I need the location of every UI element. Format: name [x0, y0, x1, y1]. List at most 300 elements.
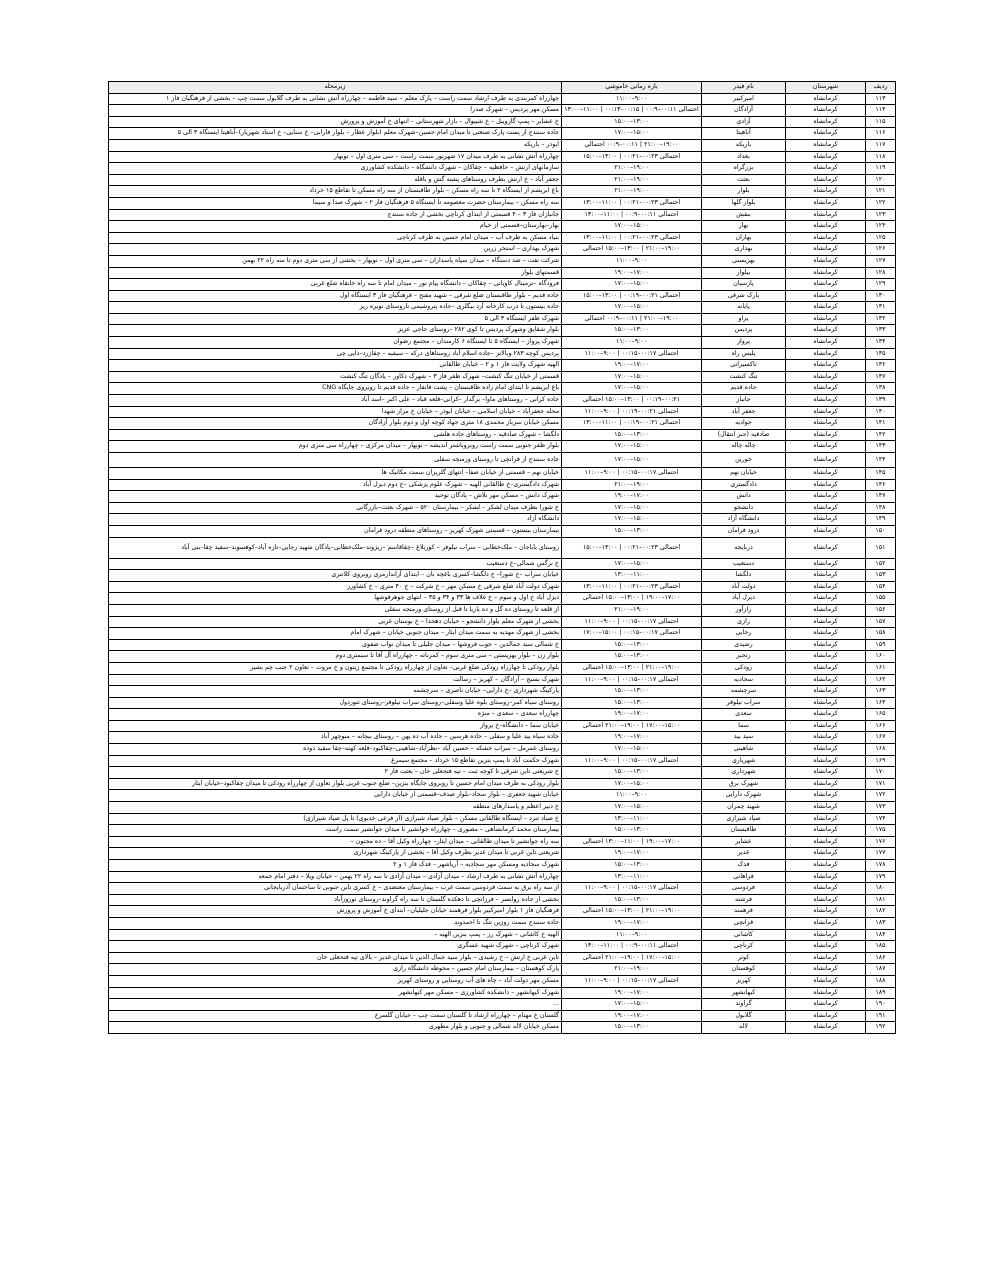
time-cell: ۱۱:۰۰–۱۳:۰۰: [562, 871, 702, 883]
city-cell: کرمانشاه: [786, 558, 866, 570]
area-cell: روستای باباجان – ملک‌خطابی – سراب نیلوفر – کوربلاغ –چقاقاسم –ریژوند–ملک‌خطابی–پادگان شهید رجایی–تازه آباد–کوهسوند–سفید چقا–بنی آباد: [109, 537, 562, 558]
city-cell: کرمانشاه: [786, 232, 866, 244]
area-cell: مسکن مهر پردیس – شهرک صدرا: [109, 105, 562, 117]
city-cell: کرمانشاه: [786, 825, 866, 837]
header-city: شهرستان: [786, 82, 866, 94]
time-cell: ۱۷:۰۰–۱۹:۰۰: [562, 360, 702, 372]
table-row: [109, 371, 896, 383]
time-cell: ۱۳:۰۰–۱۵:۰۰: [562, 825, 702, 837]
row-number-cell: ۱۸۶: [866, 952, 896, 964]
feeder-cell: آزادی: [702, 116, 786, 128]
time-cell: ۱۷:۰۰–۱۹:۰۰ | ۱۳:۰۰–۱۵:۰۰ احتمالی: [562, 593, 702, 605]
feeder-cell: کاشانی: [702, 929, 786, 941]
time-cell: احتمالی ۰۰:۲۳–۰۰:۲۱ | ۱۱:۰۰–۱۳:۰۰: [562, 232, 702, 244]
table-row: [109, 197, 896, 209]
header-area: زیرمحله: [109, 82, 562, 94]
table-row: [109, 860, 896, 872]
time-cell: احتمالی ۰۰:۲۱–۰۰:۱۹ | ۱۱:۰۰–۱۳:۰۰: [562, 418, 702, 430]
row-number-cell: ۱۴۶: [866, 479, 896, 491]
time-cell: احتمالی ۰۰:۲۱–۰۰:۱۹ | ۱۳:۰۰–۱۵:۰۰: [562, 290, 702, 302]
city-cell: کرمانشاه: [786, 325, 866, 337]
area-cell: شهرک پرواز – ایستگاه ۵ تا ایستگاه ۶ کارمندان – مجتمع رضوان: [109, 337, 562, 349]
feeder-cell: کوهستان: [702, 964, 786, 976]
area-cell: خ شمالی سید جمالدین – جوب فروشها – میدان جلیلی تا میدان نواب صفوی: [109, 639, 562, 651]
city-cell: کرمانشاه: [786, 348, 866, 360]
feeder-cell: جاده قدیم: [702, 383, 786, 395]
row-number-cell: ۱۷۱: [866, 778, 896, 790]
city-cell: کرمانشاه: [786, 697, 866, 709]
row-number-cell: ۱۴۹: [866, 514, 896, 526]
area-cell: بلوار ظفر جنوبی سمت راست روبروباشتر اندیشه – نوبهار – میدان مرکزی – چهارراه سی متری دوم: [109, 441, 562, 453]
row-number-cell: ۱۸۲: [866, 906, 896, 918]
row-number-cell: ۱۳۸: [866, 383, 896, 395]
feeder-cell: سجادیه: [702, 674, 786, 686]
row-number-cell: ۱۵۰: [866, 525, 896, 537]
table-row: [109, 709, 896, 721]
city-cell: کرمانشاه: [786, 593, 866, 605]
city-cell: کرمانشاه: [786, 1010, 866, 1022]
city-cell: کرمانشاه: [786, 651, 866, 663]
row-number-cell: ۱۷۸: [866, 860, 896, 872]
table-row: [109, 174, 896, 186]
area-cell: ...: [109, 999, 562, 1011]
area-cell: شرکت نفت – صد دستگاه – میدان سپاه پاسداران – سی متری اول – نوبهار – بخشی از سی متری دوم تا سه راه ۲۲ بهمن: [109, 255, 562, 267]
city-cell: کرمانشاه: [786, 429, 866, 441]
feeder-cell: پرواز: [702, 337, 786, 349]
feeder-cell: چاله چاله: [702, 441, 786, 453]
area-cell: بنیاد مسکن به طرف آب – میدان امام حسین به طرف کرناچی: [109, 232, 562, 244]
row-number-cell: ۱۸۹: [866, 987, 896, 999]
feeder-cell: بغداد: [702, 151, 786, 163]
city-cell: کرمانشاه: [786, 628, 866, 640]
feeder-cell: جعفر آباد: [702, 406, 786, 418]
feeder-cell: پارک شرقی: [702, 290, 786, 302]
table-row: [109, 802, 896, 814]
city-cell: کرمانشاه: [786, 383, 866, 395]
time-cell: ۱۵:۰۰–۱۷:۰۰: [562, 128, 702, 140]
time-cell: احتمالی ۰۰:۱۷–۰۰:۱۵ | ۱۵:۰۰–۱۷:۰۰: [562, 628, 702, 640]
area-cell: ابوذر – باریکه: [109, 139, 562, 151]
feeder-cell: فدک: [702, 860, 786, 872]
city-cell: کرمانشاه: [786, 313, 866, 325]
feeder-cell: پارسیان: [702, 279, 786, 291]
time-cell: احتمالی ۰۰:۱۷–۰۰:۱۵ | ۹:۰۰–۱۱:۰۰: [562, 674, 702, 686]
feeder-cell: غدیر: [702, 848, 786, 860]
area-cell: خیابان سما – دانشگاه–خ پرواز: [109, 720, 562, 732]
feeder-cell: سرچشمه: [702, 686, 786, 698]
city-cell: کرمانشاه: [786, 128, 866, 140]
area-cell: بخشی از شهرک معلم بلوار دانشجو – خیابان دهخدا – خ بوستان غربی: [109, 616, 562, 628]
area-cell: چهارراه کمربندی به طرف ارشاد سمت راست – پارک معلم – سید فاطمه – چهارراه آتش نشانی به طرف گلابول سمت چپ – بخشی از فرهنگیان فاز ۱: [109, 93, 562, 105]
table-row: [109, 662, 896, 674]
area-cell: خیابان سراب –خ شورا– خ دلگشا–کسری باغچه بان – ابتدای آزاندارمری روبروی کلانتری: [109, 570, 562, 582]
table-row: [109, 813, 896, 825]
table-row: [109, 883, 896, 895]
row-number-cell: ۱۳۱: [866, 302, 896, 314]
city-cell: کرمانشاه: [786, 1022, 866, 1034]
feeder-cell: امیرکبیر: [702, 93, 786, 105]
table-row: [109, 744, 896, 756]
city-cell: کرمانشاه: [786, 105, 866, 117]
city-cell: کرمانشاه: [786, 290, 866, 302]
feeder-cell: لاله: [702, 1022, 786, 1034]
feeder-cell: دانشگاه آزاد: [702, 514, 786, 526]
time-cell: ۱۹:۰۰–۲۱:۰۰: [562, 479, 702, 491]
city-cell: کرمانشاه: [786, 406, 866, 418]
table-row: [109, 836, 896, 848]
area-cell: الهیه شهرک ولایت فاز ۱ و ۲ – خیابان طالقانی: [109, 360, 562, 372]
row-number-cell: ۱۳۳: [866, 325, 896, 337]
city-cell: کرمانشاه: [786, 139, 866, 151]
time-cell: ۱۹:۰۰–۲۱:۰۰ | ۱۳:۰۰–۱۵:۰۰ احتمالی: [562, 906, 702, 918]
area-cell: شهرک دولت آباد ضلع شرقی خ مسکن مهر – خ شرکت – خ ۴۰ متری – خ کشاورز: [109, 581, 562, 593]
feeder-cell: بهار: [702, 221, 786, 233]
city-cell: کرمانشاه: [786, 267, 866, 279]
table-row: [109, 697, 896, 709]
area-cell: خ عشایر – پمپ گازوییل – خ شیپوال – بازار شهرستانی – انتهای خ آموزش و پرورش: [109, 116, 562, 128]
time-cell: احتمالی ۰۰:۱۷–۰۰:۱۵ | ۹:۰۰–۱۱:۰۰: [562, 755, 702, 767]
row-number-cell: ۱۶۵: [866, 709, 896, 721]
time-cell: ۱۹:۰۰–۲۱:۰۰: [562, 964, 702, 976]
area-cell: محله جعفرآباد – خیابان اسلامی – خیابان ابوذر – خیابان خ مزار شهدا: [109, 406, 562, 418]
city-cell: کرمانشاه: [786, 813, 866, 825]
feeder-cell: سراب نیلوفر: [702, 697, 786, 709]
feeder-cell: پایانه: [702, 302, 786, 314]
row-number-cell: ۱۷۴: [866, 813, 896, 825]
outage-table: [108, 81, 896, 1034]
city-cell: کرمانشاه: [786, 987, 866, 999]
feeder-cell: گلابول: [702, 1010, 786, 1022]
feeder-cell: فردوسی: [702, 883, 786, 895]
area-cell: باغ ابریشم از ایستگاه ۲ تا سه راه مسکن – بلوار طاقبستان از سه راه مسکن تا تقاطع ۱۵ خرداد: [109, 186, 562, 198]
city-cell: کرمانشاه: [786, 941, 866, 953]
table-row: [109, 639, 896, 651]
row-number-cell: ۱۵۷: [866, 616, 896, 628]
table-row: [109, 93, 896, 105]
city-cell: کرمانشاه: [786, 279, 866, 291]
city-cell: کرمانشاه: [786, 883, 866, 895]
area-cell: جاده سیاه بید علیا و سفلی – جاده هرسین – جاده آب ده پهن – روستای بیجانه – منوچهر آباد: [109, 732, 562, 744]
table-row: [109, 186, 896, 198]
time-cell: ۱۵:۰۰–۱۷:۰۰: [562, 279, 702, 291]
feeder-cell: صیاد شیرازی: [702, 813, 786, 825]
row-number-cell: ۱۹۱: [866, 1010, 896, 1022]
feeder-cell: شهرک دارایی: [702, 790, 786, 802]
city-cell: کرمانشاه: [786, 479, 866, 491]
city-cell: کرمانشاه: [786, 371, 866, 383]
time-cell: ۱۹:۰۰–۲۱:۰۰ | ۱۳:۰۰–۱۵:۰۰ احتمالی: [562, 244, 702, 256]
table-row: [109, 537, 896, 558]
table-row: [109, 360, 896, 372]
area-cell: خ دبیر اعظم و پاسدارهای منطقه: [109, 802, 562, 814]
table-row: [109, 1010, 896, 1022]
time-cell: ۱۵:۰۰–۱۷:۰۰ | ۱۹:۰۰–۲۱:۰۰ احتمالی: [562, 720, 702, 732]
table-row: [109, 790, 896, 802]
row-number-cell: ۱۸۱: [866, 894, 896, 906]
area-cell: خ صیاد تنرد – ایستگاه طالقانی مسکن – بلوار صیاد شیرازی (از فرعی خدیوی) تا پل صیاد شیرازی): [109, 813, 562, 825]
feeder-cell: بهداری: [702, 244, 786, 256]
city-cell: کرمانشاه: [786, 778, 866, 790]
feeder-cell: شهریاری: [702, 755, 786, 767]
time-cell: احتمالی ۰۰:۲۳–۰۰:۲۱ | ۱۳:۰۰–۱۵:۰۰: [562, 151, 702, 163]
table-row: [109, 383, 896, 395]
feeder-cell: شاهینی: [702, 744, 786, 756]
table-row: [109, 151, 896, 163]
area-cell: بلوار شقایق وشهرک پردیس تا کوی ۲۸۲ –روستای حاجی عزیز: [109, 325, 562, 337]
city-cell: کرمانشاه: [786, 116, 866, 128]
time-cell: ۱۳:۰۰–۱۵:۰۰: [562, 639, 702, 651]
time-cell: ۱۳:۰۰–۱۵:۰۰: [562, 429, 702, 441]
row-number-cell: ۱۲۳: [866, 209, 896, 221]
feeder-cell: درود فرامان: [702, 525, 786, 537]
table-row: [109, 558, 896, 570]
area-cell: دانشگاه آزاد: [109, 514, 562, 526]
header-feeder: نام فیدر: [702, 82, 786, 94]
row-number-cell: ۱۹۰: [866, 999, 896, 1011]
feeder-cell: دادگستری: [702, 479, 786, 491]
city-cell: کرمانشاه: [786, 767, 866, 779]
area-cell: بیمارستان محمد کرمانشاهی – مصوری – چهارراه جوانشیر تا میدان جوانشیر سمت راست: [109, 825, 562, 837]
area-cell: از قلعه تا روستای ده گل و ده باریا تا قبل از روستای ورمنجه سفلی: [109, 604, 562, 616]
time-cell: احتمالی ۰۰:۲۳–۰۰:۲۱ | ۱۳:۰۰–۱۵:۰۰: [562, 537, 702, 558]
time-cell: ۱۵:۰۰–۱۷:۰۰: [562, 302, 702, 314]
time-cell: ۱۷:۰۰–۱۹:۰۰ | ۱۱:۰۰–۱۳:۰۰ احتمالی: [562, 836, 702, 848]
time-cell: ۱۹:۰۰–۲۱:۰۰ | ۰۰:۱۱–۰۰:۹ احتمالی: [562, 313, 702, 325]
row-number-cell: ۱۴۳: [866, 441, 896, 453]
feeder-cell: پردیس: [702, 325, 786, 337]
table-row: [109, 894, 896, 906]
row-number-cell: ۱۶۴: [866, 697, 896, 709]
time-cell: احتمالی ۰۰:۱۱–۰۰:۹ | ۱۱:۰۰–۱۳:۰۰: [562, 941, 702, 953]
table-row: [109, 975, 896, 987]
time-cell: ۱۵:۰۰–۱۷:۰۰: [562, 441, 702, 453]
table-row: [109, 453, 896, 468]
time-cell: ۱۵:۰۰–۱۷:۰۰: [562, 778, 702, 790]
header-row-number: ردیف: [866, 82, 896, 94]
row-number-cell: ۱۶۳: [866, 686, 896, 698]
table-row: [109, 139, 896, 151]
city-cell: کرمانشاه: [786, 836, 866, 848]
time-cell: ۱۳:۰۰–۱۵:۰۰: [562, 686, 702, 698]
row-number-cell: ۱۴۸: [866, 502, 896, 514]
table-row: [109, 279, 896, 291]
area-cell: چهارراه آتش نشانی به طرف میدان ۱۷ شهریور سمت راست – سی متری اول – نوبهار: [109, 151, 562, 163]
row-number-cell: ۱۶۷: [866, 732, 896, 744]
city-cell: کرمانشاه: [786, 537, 866, 558]
time-cell: احتمالی ۰۰:۲۳–۰۰:۲۱ | ۱۱:۰۰–۱۳:۰۰: [562, 197, 702, 209]
row-number-cell: ۱۵۹: [866, 639, 896, 651]
feeder-cell: قزانچی: [702, 917, 786, 929]
city-cell: کرمانشاه: [786, 639, 866, 651]
city-cell: کرمانشاه: [786, 418, 866, 430]
table-row: [109, 755, 896, 767]
time-cell: ۱۵:۰۰–۱۷:۰۰: [562, 383, 702, 395]
area-cell: شهرک دادگستری–خ طالقانی الهیه – شهرک علوم پزشکی –خ دوم دیزل آباد: [109, 479, 562, 491]
table-row: [109, 651, 896, 663]
row-number-cell: ۱۸۳: [866, 917, 896, 929]
table-row: [109, 116, 896, 128]
city-cell: کرمانشاه: [786, 395, 866, 407]
row-number-cell: ۱۵۵: [866, 593, 896, 605]
area-cell: چهارراه آتش نشانی به طرف ارشاد – میدان آزادی – میدان آزادی تا سه راه ۲۲ بهمن – خیابان ویلا – دفتر امام جمعه: [109, 871, 562, 883]
table-row: [109, 244, 896, 256]
row-number-cell: ۱۳۴: [866, 337, 896, 349]
row-number-cell: ۱۱۳: [866, 93, 896, 105]
table-row: [109, 871, 896, 883]
row-number-cell: ۱۶۹: [866, 755, 896, 767]
time-cell: ۱۳:۰۰–۱۵:۰۰: [562, 1022, 702, 1034]
area-cell: بخشی از شهرک مهدیه به سمت میدان ایثار – میدان جنوبی خیابان – شهرک امام: [109, 628, 562, 640]
feeder-cell: بهاران: [702, 232, 786, 244]
feeder-cell: رازی: [702, 616, 786, 628]
feeder-cell: صادقیه (جبر انتقال): [702, 429, 786, 441]
table-row: [109, 313, 896, 325]
time-cell: ۱۵:۰۰–۱۷:۰۰: [562, 502, 702, 514]
city-cell: کرمانشاه: [786, 917, 866, 929]
city-cell: کرمانشاه: [786, 755, 866, 767]
area-cell: باغ ابریشم تا ابتدای امام زاده طاقبستان – پشت فانفار – جاده قدیم تا روبروی جایگاه CNG: [109, 383, 562, 395]
feeder-cell: شهرداری: [702, 767, 786, 779]
feeder-cell: خیابان نهم: [702, 468, 786, 480]
area-cell: روستای عمرمل – سراب خشکه – حسین آباد –نظرآباد–شاهینی–چقاکبود–قلعه کهنه–چقا سفید دوده: [109, 744, 562, 756]
area-cell: خیابان نهم – قسمتی از خیابان صفا– انتهای گلریزان سمت مکانیک ها: [109, 468, 562, 480]
feeder-cell: پراو: [702, 313, 786, 325]
area-cell: دلگشا – شهرک صادقیه – روستاهای جاده هلشی: [109, 429, 562, 441]
feeder-cell: بنفش: [702, 209, 786, 221]
feeder-cell: شهرک برق: [702, 778, 786, 790]
city-cell: کرمانشاه: [786, 93, 866, 105]
row-number-cell: ۱۱۶: [866, 128, 896, 140]
feeder-cell: رشیدی: [702, 639, 786, 651]
time-cell: ۱۳:۰۰–۱۵:۰۰: [562, 767, 702, 779]
city-cell: کرمانشاه: [786, 999, 866, 1011]
feeder-cell: بهزیستی: [702, 255, 786, 267]
table-row: [109, 952, 896, 964]
area-cell: بخشی از جاده روانسر – فرزانچی تا دهکده گلستان تا سه راه گراوند–روستای نوروزآباد: [109, 894, 562, 906]
table-row: [109, 987, 896, 999]
row-number-cell: ۱۲۱: [866, 186, 896, 198]
table-row: [109, 906, 896, 918]
area-cell: جاده سنندج از قزانچی تا روستای ورمنجه سفلی: [109, 453, 562, 468]
time-cell: ۱۹:۰۰–۲۱:۰۰ | ۰۰:۱۱–۰۰:۹ احتمالی: [562, 139, 702, 151]
feeder-cell: دربایجه: [702, 537, 786, 558]
area-cell: شهرک بسیج – آزادگان – کهریز – رسالت: [109, 674, 562, 686]
area-cell: بهار–بهارستان–قسمتی از خیام: [109, 221, 562, 233]
table-row: [109, 570, 896, 582]
feeder-cell: فرهمند: [702, 906, 786, 918]
area-cell: خ شورا بطرف میدان لشکر – لشکر – بیمارستان ۵۲۰ – شهرک بعثت–بازرگانی: [109, 502, 562, 514]
row-number-cell: ۱۱۴: [866, 105, 896, 117]
city-cell: کرمانشاه: [786, 255, 866, 267]
area-cell: شهرک دانش – مسکن مهر تلاش – پادگان توحید: [109, 491, 562, 503]
row-number-cell: ۱۸۷: [866, 964, 896, 976]
table-row: [109, 406, 896, 418]
row-number-cell: ۱۳۲: [866, 313, 896, 325]
row-number-cell: ۱۷۲: [866, 790, 896, 802]
area-cell: تاین غربی خ ارتش – خ رشیدی – بلوار سید جمال الدین تا میدان غدیر – بالای تپه فتحعلی خان: [109, 952, 562, 964]
table-row: [109, 778, 896, 790]
row-number-cell: ۱۸۸: [866, 975, 896, 987]
feeder-cell: کیهانشهر: [702, 987, 786, 999]
feeder-cell: کوثر: [702, 952, 786, 964]
table-row: [109, 848, 896, 860]
feeder-cell: سعدی: [702, 709, 786, 721]
feeder-cell: رودکی: [702, 662, 786, 674]
area-cell: سه راه جوانشیر تا میدان طالقانی – میدان ایثار– چهارراه وکیل آقا – ده مجنون –: [109, 836, 562, 848]
time-cell: ۱۵:۰۰–۱۷:۰۰: [562, 514, 702, 526]
table-body: [109, 93, 896, 1033]
area-cell: بیمارستان بیستون – قسمتی شهرک کهریز – روستاهای منطقه درود فرامان: [109, 525, 562, 537]
row-number-cell: ۱۲۲: [866, 197, 896, 209]
city-cell: کرمانشاه: [786, 686, 866, 698]
city-cell: کرمانشاه: [786, 906, 866, 918]
row-number-cell: ۱۴۷: [866, 491, 896, 503]
feeder-cell: بلوار گلها: [702, 197, 786, 209]
area-cell: چهارراه سعدی – سعدی – منژه: [109, 709, 562, 721]
area-cell: الهیه خ کاشانی – شهرک رز – پمپ بنزین الهیه –: [109, 929, 562, 941]
row-number-cell: ۱۶۱: [866, 662, 896, 674]
feeder-cell: طاقبستان: [702, 825, 786, 837]
time-cell: ۹:۰۰–۱۱:۰۰: [562, 255, 702, 267]
area-cell: شهرک حکمت آباد تا پمپ بنزین تقاطع ۱۵ خرداد – مجتمع سیمرغ: [109, 755, 562, 767]
row-number-cell: ۱۲۵: [866, 232, 896, 244]
area-cell: سازمانهای ارتش – حافظیه – چقاکان – شهرک دانشگاه – دانشکده کشاورزی: [109, 163, 562, 175]
table-row: [109, 429, 896, 441]
row-number-cell: ۱۴۲: [866, 429, 896, 441]
table-row: [109, 999, 896, 1011]
city-cell: کرمانشاه: [786, 732, 866, 744]
table-row: [109, 917, 896, 929]
table-row: [109, 255, 896, 267]
city-cell: کرمانشاه: [786, 302, 866, 314]
table-row: [109, 337, 896, 349]
feeder-cell: سید بید: [702, 732, 786, 744]
feeder-cell: دلگشا: [702, 570, 786, 582]
table-row: [109, 720, 896, 732]
time-cell: ۱۵:۰۰–۱۷:۰۰: [562, 221, 702, 233]
time-cell: ۱۳:۰۰–۱۵:۰۰: [562, 697, 702, 709]
table-row: [109, 767, 896, 779]
time-cell: احتمالی ۰۰:۱۱–۰۰:۹ | ۰۰:۱۵–۰۰:۱۳ | ۱۱:۰۰–۱۳:۰۰: [562, 105, 702, 117]
area-cell: شهرک بهداری – استخر زرین: [109, 244, 562, 256]
feeder-cell: دانش: [702, 491, 786, 503]
row-number-cell: ۱۵۴: [866, 581, 896, 593]
feeder-cell: تنگ کنشت: [702, 371, 786, 383]
time-cell: ۱۵:۰۰–۱۷:۰۰: [562, 453, 702, 468]
table-row: [109, 395, 896, 407]
area-cell: دیزل آباد خ اول و سوم – خ غلاف ها ۳۳ و ۳۴ و ۳۵ – انتهای جوهرفوشها: [109, 593, 562, 605]
time-cell: احتمالی ۰۰:۱۷–۰۰:۱۵ | ۹:۰۰–۱۱:۰۰: [562, 975, 702, 987]
row-number-cell: ۱۵۸: [866, 628, 896, 640]
row-number-cell: ۱۳۹: [866, 395, 896, 407]
feeder-cell: بیلوار: [702, 267, 786, 279]
feeder-cell: باریکه: [702, 139, 786, 151]
row-number-cell: ۱۸۴: [866, 929, 896, 941]
row-number-cell: ۱۵۶: [866, 604, 896, 616]
time-cell: ۱۷:۰۰–۱۹:۰۰: [562, 987, 702, 999]
city-cell: کرمانشاه: [786, 453, 866, 468]
area-cell: فرودگاه –ترمینال کاویانی – چقاکان – دانشگاه پیام نور – میدان امام تا سه راه خانقاه شلغ غربی: [109, 279, 562, 291]
city-cell: کرمانشاه: [786, 174, 866, 186]
city-cell: کرمانشاه: [786, 514, 866, 526]
city-cell: کرمانشاه: [786, 221, 866, 233]
city-cell: کرمانشاه: [786, 570, 866, 582]
area-cell: شهرک ظفر ایستگاه ۳ الی ۵: [109, 313, 562, 325]
row-number-cell: ۱۶۲: [866, 674, 896, 686]
row-number-cell: ۱۴۴: [866, 453, 896, 468]
area-cell: جاده بیستون تا درب کارخانه آرد بیگلری –جاده پتروشیمی تاروستای تویره ریز: [109, 302, 562, 314]
feeder-cell: تاکسیرانی: [702, 360, 786, 372]
